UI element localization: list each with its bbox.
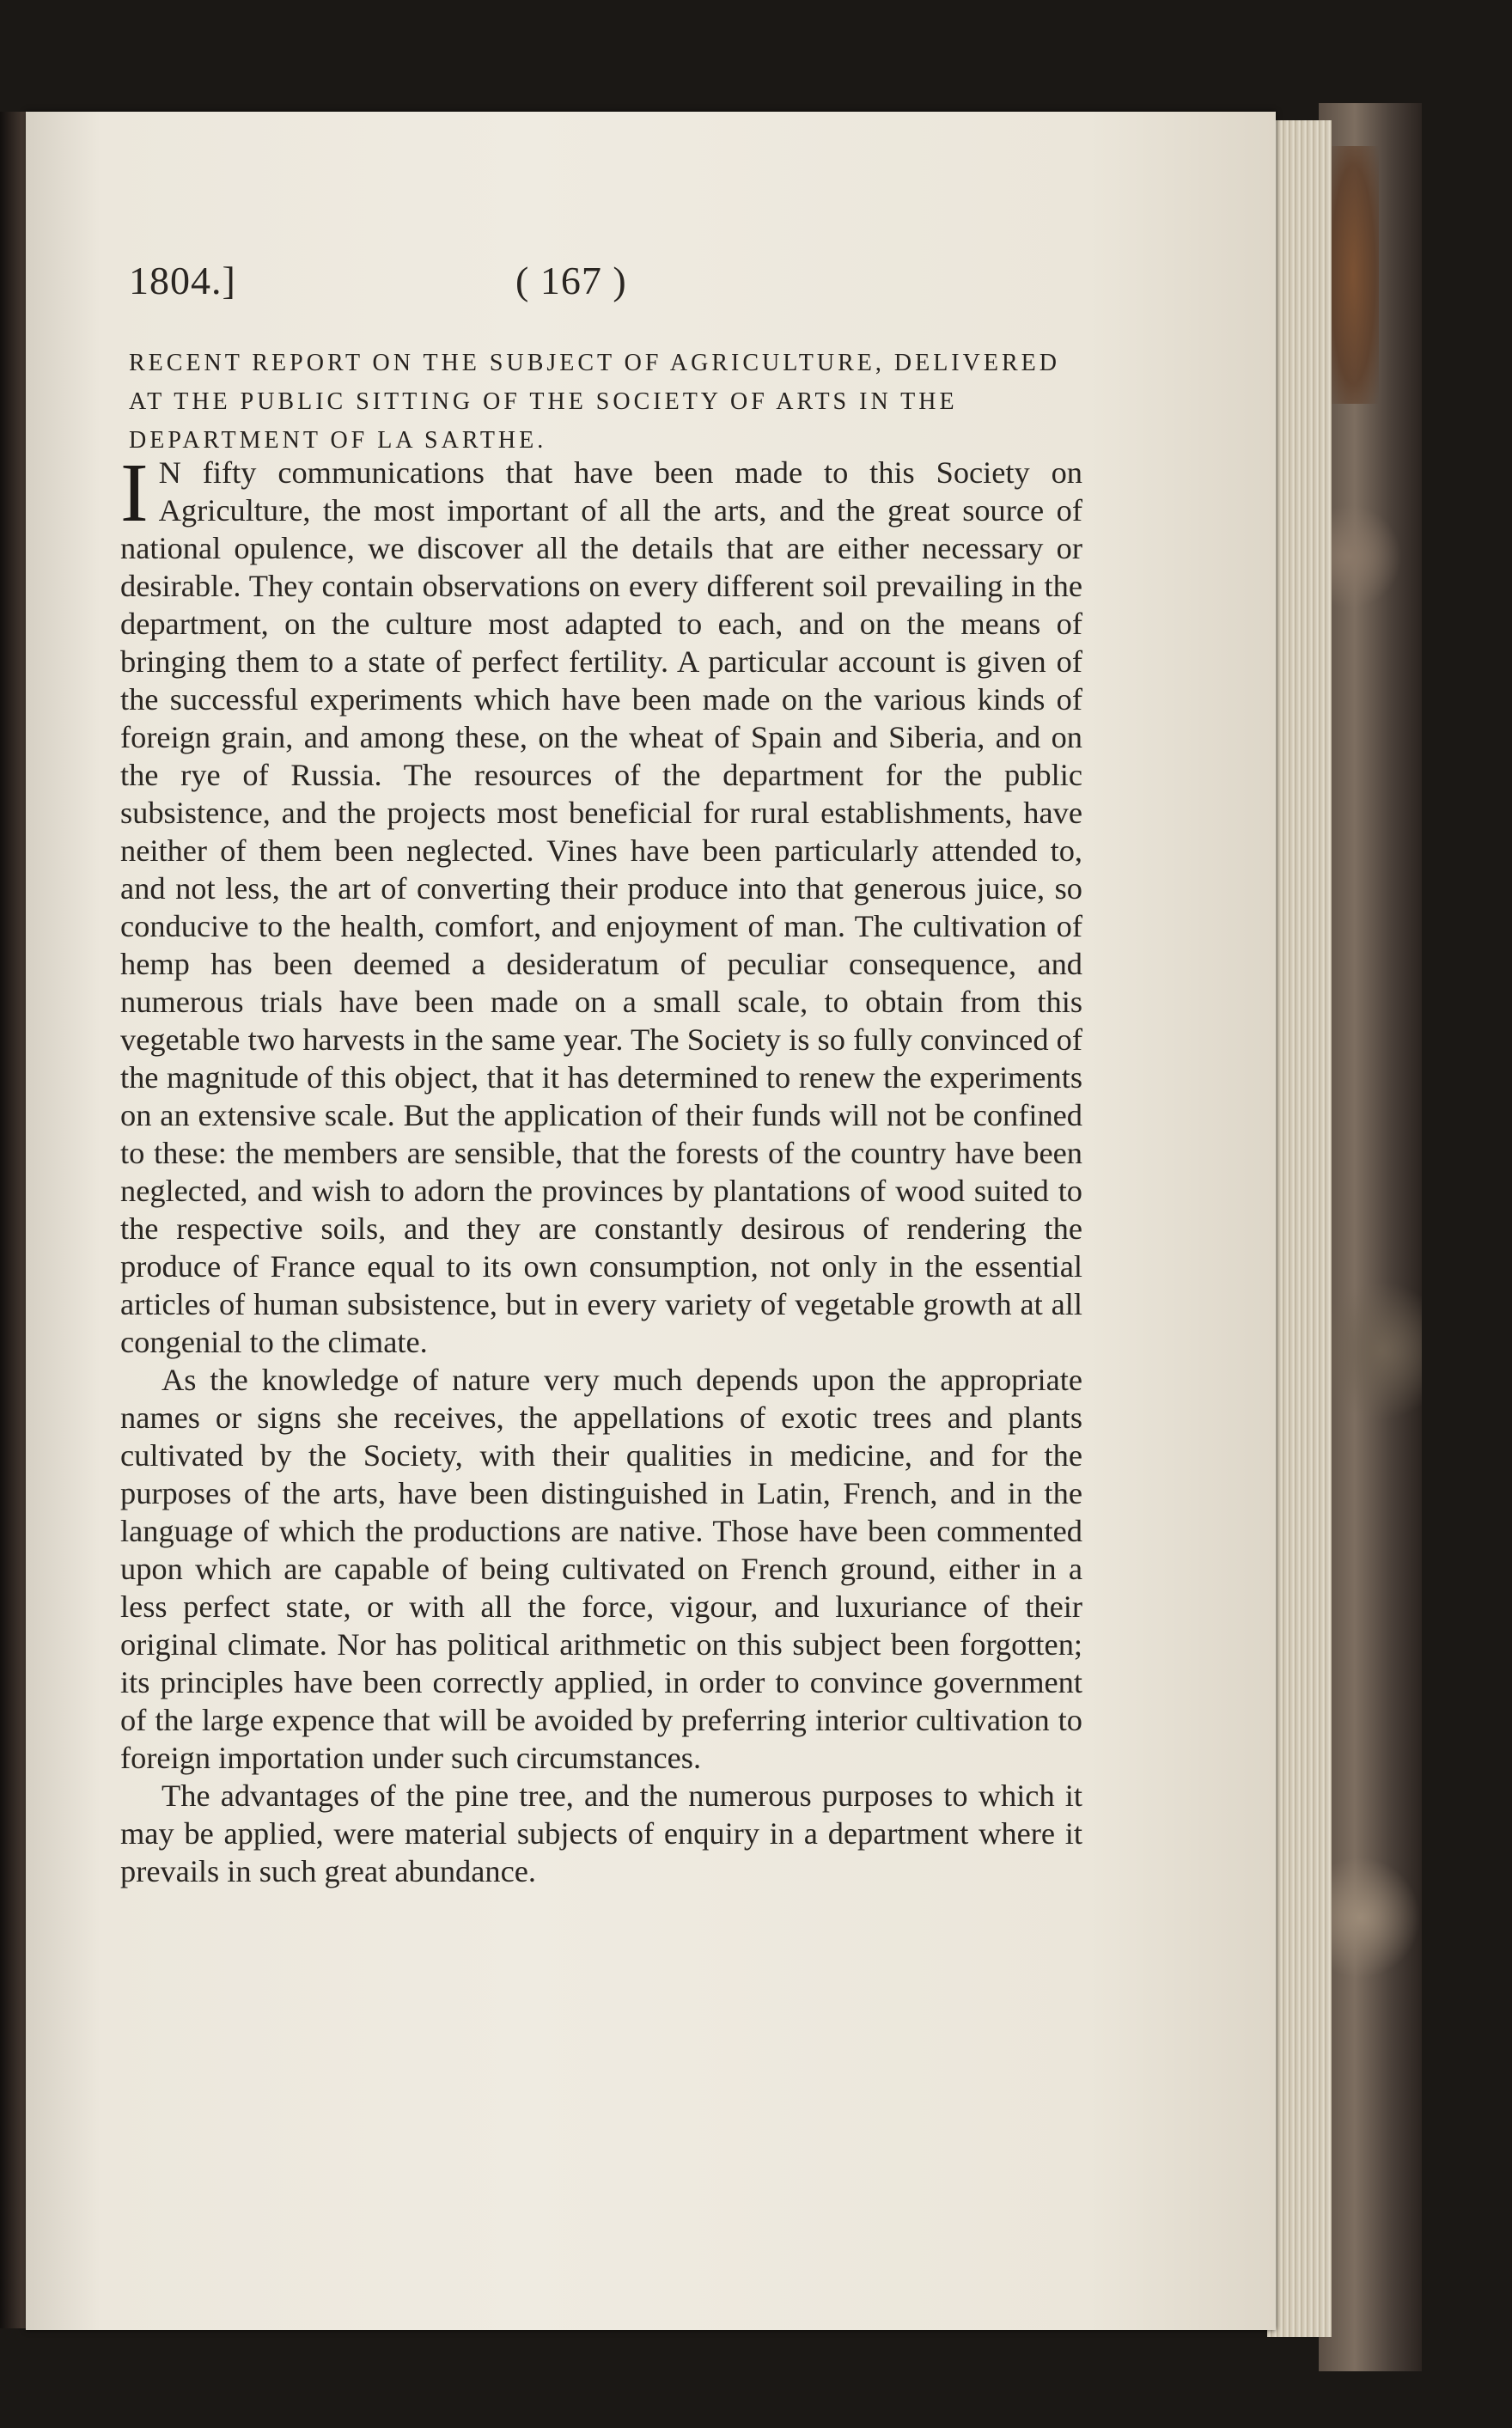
page-fore-edge bbox=[1267, 120, 1332, 2337]
drop-cap: I bbox=[120, 447, 149, 540]
paragraph-1 bbox=[120, 447, 1082, 1361]
book-cover-marbled bbox=[1319, 103, 1422, 2371]
paragraph-1-text: N fifty communications that have been made to this Society on Agriculture, the most important of all the arts, and the great source of national opulence, we discover all the details that are either necessary or desirable. They contain observations on every different soil prevailing in the department, on the culture most adapted to each, and on the means of bringing them to a state of perfect fertility. A particular account is given of the successful experiments which have been made on the various kinds of foreign grain, and among these, on the wheat of Spain and Siberia, and on the rye of Russia. The resources of the department for the public subsistence, and the projects most beneficial for rural establishments, have neither of them been neglected. Vines have been particularly attended to, and not less, the art of converting their produce into that generous juice, so conducive to the health, comfort, and enjoyment of man. The cultivation of hemp has been deemed a desideratum of peculiar consequence, and numerous trials have been made on a small scale, to obtain from this vegetable two harvests in the same year. The Society is so fully convinced of the magnitude of this object, that it has determined to renew the experiments on an extensive scale. But the application of their funds will not be confined to these: the members are sensible, that the forests of the country have been neglected, and wish to adorn the provinces by plantations of wood suited to the respective soils, and they are constantly desirous of rendering the produce of France equal to its own consumption, not only in the essential articles of human subsistence, but in every variety of vegetable growth at all congenial to the climate. bbox=[120, 455, 1082, 1359]
article-body bbox=[120, 447, 1082, 1890]
page-number: ( 167 ) bbox=[515, 259, 627, 302]
cover-stain bbox=[1327, 146, 1379, 404]
paragraph-2: As the knowledge of nature very much depends upon the appropriate names or signs she receives, the appellations of exotic trees and plants cultivated by the Society, with their qualities in medicine, and for the purposes of the arts, have been distinguished in Latin, French, and in the language of which the productions are native. Those have been commented upon which are capable of being cultivated on French ground, either in a less perfect state, or with all the force, vigour, and luxuriance of their original climate. Nor has political arithmetic on this subject been forgotten; its principles have been correctly applied, in order to convince government of the large expence that will be avoided by preferring interior cultivation to foreign importation under such circumstances. bbox=[120, 1363, 1082, 1775]
article-title: RECENT REPORT ON THE SUBJECT OF AGRICULTURE, DELIVERED AT THE PUBLIC SITTING OF THE SOCIETY OF ARTS IN THE DEPARTMENT OF LA SARTHE. bbox=[129, 350, 1060, 454]
running-head-year: 1804.] bbox=[129, 259, 236, 302]
paragraph-3: The advantages of the pine tree, and the numerous purposes to which it may be applied, were material subjects of enquiry in a department where it prevails in such great abundance. bbox=[120, 1778, 1082, 1888]
